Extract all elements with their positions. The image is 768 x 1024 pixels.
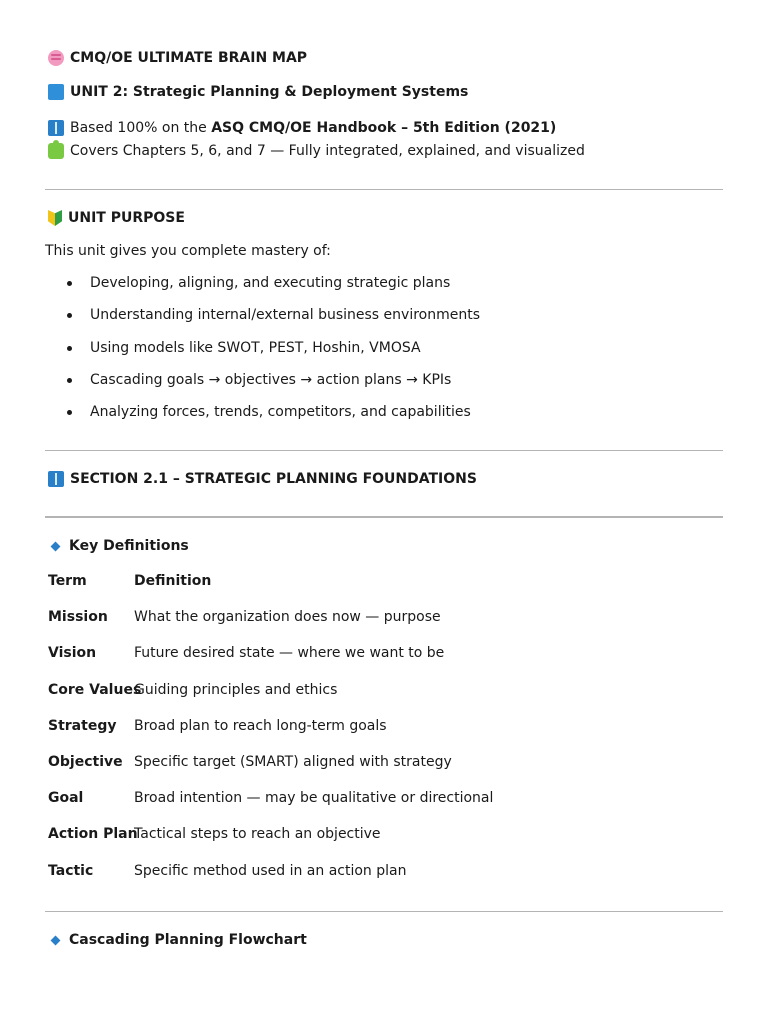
term-cell: Action Plan <box>48 826 138 842</box>
definitions-heading: Key Definitions <box>69 538 189 554</box>
blue-book-icon <box>48 120 64 136</box>
unit-title-line <box>48 82 468 102</box>
puzzle-piece-icon <box>48 143 64 159</box>
purpose-heading-line <box>48 208 185 228</box>
term-cell: Objective <box>48 754 123 770</box>
flowchart-heading-line <box>48 930 307 950</box>
bullet-icon <box>67 378 72 383</box>
definition-cell: Broad intention — may be qualitative or directional <box>134 790 494 806</box>
coverage-text: Covers Chapters 5, 6, and 7 — Fully integrated, explained, and visualized <box>70 143 585 159</box>
bullet-icon <box>67 313 72 318</box>
term-cell: Goal <box>48 790 84 806</box>
term-cell: Mission <box>48 609 108 625</box>
purpose-intro: This unit gives you complete mastery of: <box>45 243 331 259</box>
source-handbook: ASQ CMQ/OE Handbook – 5th Edition (2021) <box>211 120 557 136</box>
blue-square-icon <box>48 84 64 100</box>
column-header-term: Term <box>48 573 87 589</box>
blue-diamond-icon <box>51 541 61 551</box>
divider <box>45 516 723 518</box>
list-item: Using models like SWOT, PEST, Hoshin, VMOSA <box>90 340 421 356</box>
source-prefix: Based 100% on the <box>70 120 212 136</box>
bullet-icon <box>67 410 72 415</box>
term-cell: Tactic <box>48 863 94 879</box>
doc-title: CMQ/OE ULTIMATE BRAIN MAP <box>70 50 308 66</box>
list-item: Cascading goals → objectives → action plans → KPIs <box>90 372 452 388</box>
definition-cell: Tactical steps to reach an objective <box>134 826 381 842</box>
term-cell: Core Values <box>48 682 142 698</box>
divider <box>45 450 723 451</box>
definition-cell: What the organization does now — purpose <box>134 609 441 625</box>
divider <box>45 189 723 190</box>
list-item: Analyzing forces, trends, competitors, and capabilities <box>90 404 471 420</box>
beginner-symbol-icon <box>48 210 62 226</box>
section-heading-line <box>48 469 477 489</box>
source-line <box>48 118 556 138</box>
definition-cell: Specific target (SMART) aligned with strategy <box>134 754 452 770</box>
definition-cell: Guiding principles and ethics <box>134 682 338 698</box>
flowchart-heading: Cascading Planning Flowchart <box>69 932 307 948</box>
definition-cell: Broad plan to reach long-term goals <box>134 718 387 734</box>
coverage-line <box>48 141 585 161</box>
purpose-heading: UNIT PURPOSE <box>68 210 185 226</box>
list-item: Developing, aligning, and executing strategic plans <box>90 275 451 291</box>
divider <box>45 911 723 912</box>
brain-icon <box>48 50 64 66</box>
definitions-heading-line <box>48 536 189 556</box>
column-header-definition: Definition <box>134 573 212 589</box>
blue-book-icon <box>48 471 64 487</box>
definition-cell: Specific method used in an action plan <box>134 863 407 879</box>
doc-title-line <box>48 48 307 68</box>
definition-cell: Future desired state — where we want to be <box>134 645 445 661</box>
unit-title: UNIT 2: Strategic Planning & Deployment Systems <box>70 84 469 100</box>
section-heading: SECTION 2.1 – STRATEGIC PLANNING FOUNDATIONS <box>70 471 477 487</box>
bullet-icon <box>67 281 72 286</box>
term-cell: Vision <box>48 645 97 661</box>
term-cell: Strategy <box>48 718 117 734</box>
blue-diamond-icon <box>51 935 61 945</box>
bullet-icon <box>67 346 72 351</box>
list-item: Understanding internal/external business environments <box>90 307 481 323</box>
